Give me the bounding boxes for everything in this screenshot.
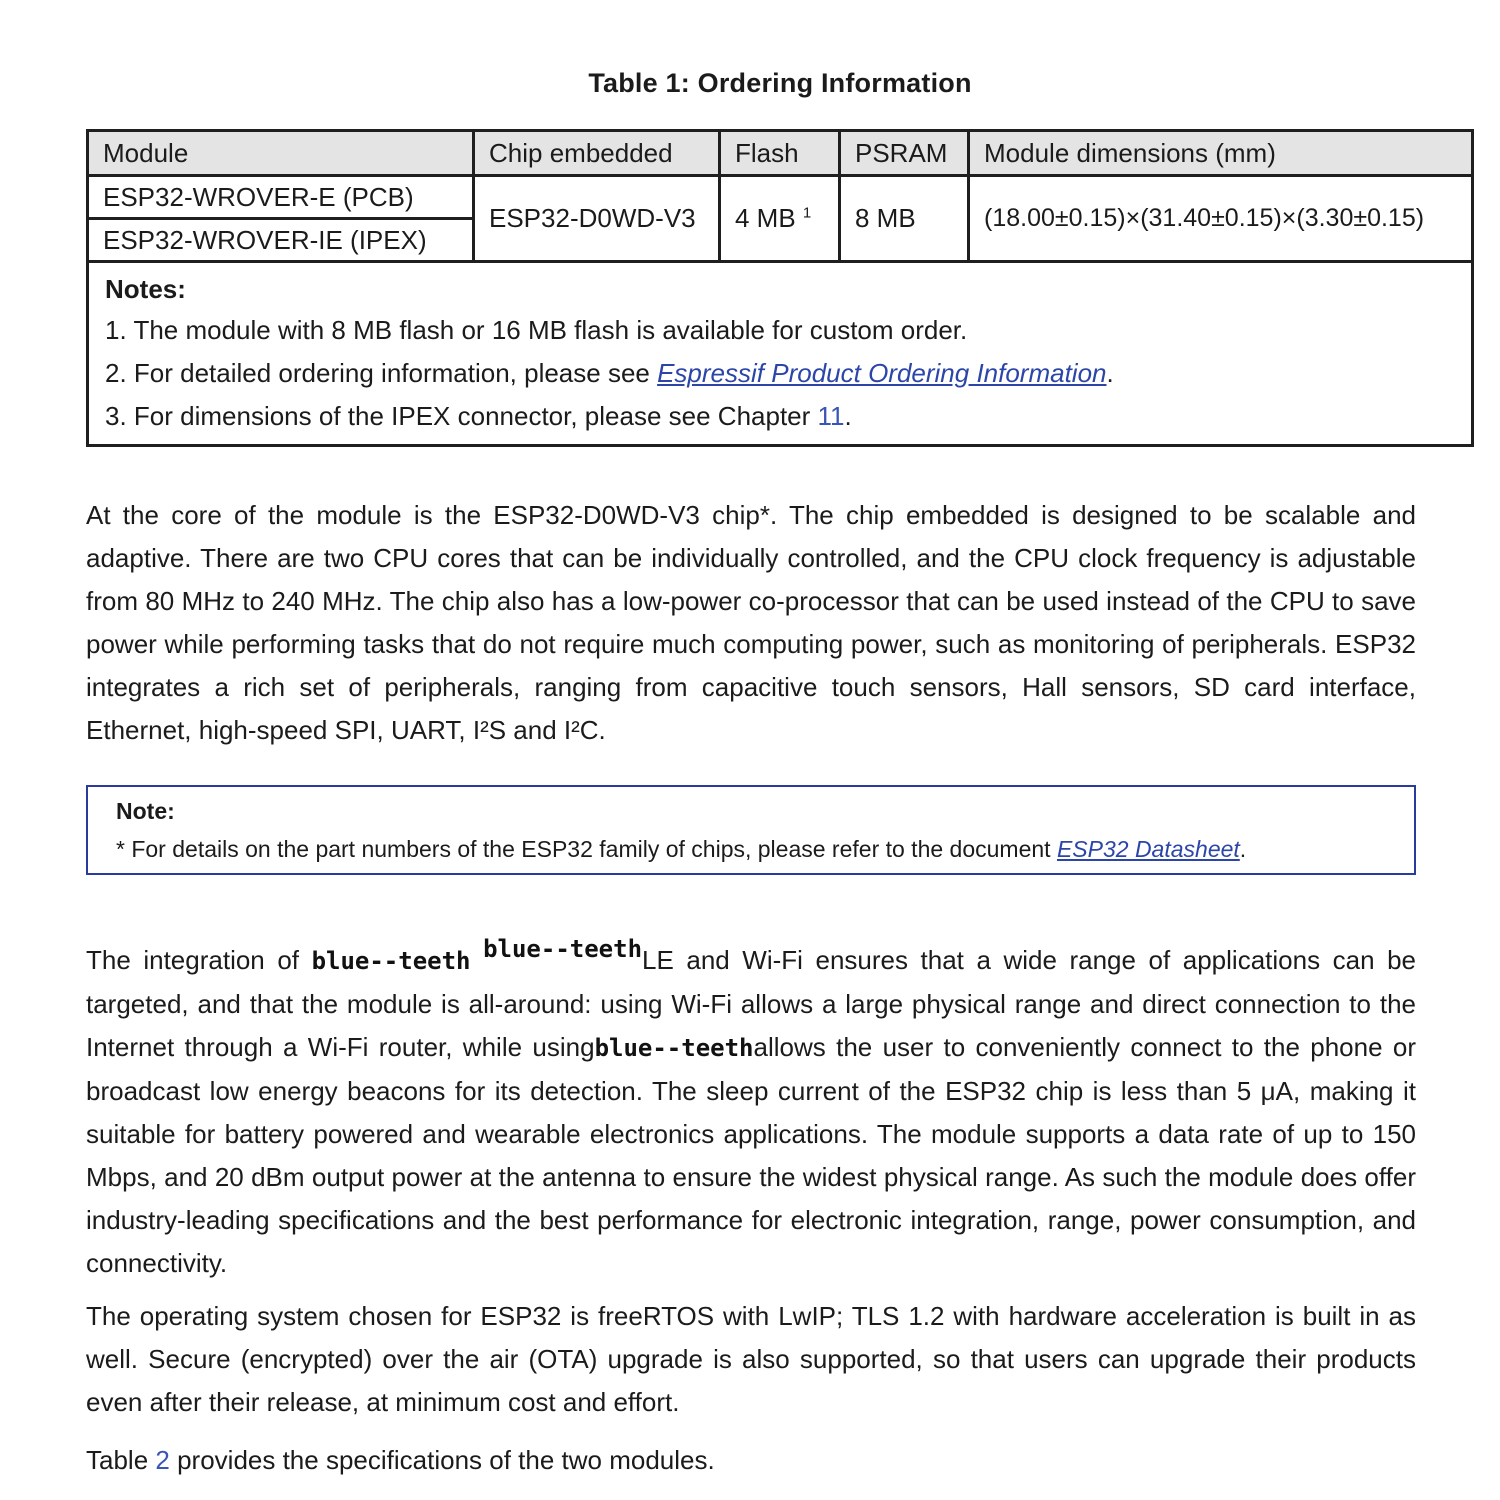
note-text: . bbox=[844, 401, 852, 431]
psram-cell: 8 MB bbox=[840, 176, 969, 262]
flash-footnote-mark: 1 bbox=[802, 204, 812, 222]
dimensions-cell: (18.00±0.15)×(31.40±0.15)×(3.30±0.15) bbox=[969, 176, 1473, 262]
note-item bbox=[105, 352, 1455, 395]
paragraph-text: LE and Wi-Fi ensures that a wide range of applications can be targeted, and that the module is all-around: using Wi-Fi allows a large physical range and direct connection to the Internet through a Wi-Fi router, while using bbox=[86, 945, 1417, 1062]
flash-cell bbox=[720, 176, 840, 262]
table-header-row bbox=[88, 131, 1473, 176]
notes-title: Notes: bbox=[105, 274, 186, 304]
notes-list bbox=[105, 309, 1455, 438]
note-box bbox=[86, 785, 1416, 875]
chapter-link[interactable]: 11 bbox=[817, 401, 845, 431]
note-box-body: * For details on the part numbers of the ESP32 family of chips, please refer to the document bbox=[116, 836, 1057, 862]
esp32-datasheet-link[interactable]: ESP32 Datasheet bbox=[1056, 836, 1240, 862]
note-item bbox=[105, 395, 1455, 438]
core-paragraph: At the core of the module is the ESP32-D0WD-V3 chip*. The chip embedded is designed to be scalable and adaptive. There are two CPU cores that can be individually controlled, and the CPU clock frequency is adjustable from 80 MHz to 240 MHz. The chip also has a low-power co-processor that can be used instead of the CPU to save power while performing tasks that do not require much computing power, such as monitoring of peripherals. ESP32 integrates a rich set of peripherals, ranging from capacitive touch sensors, Hall sensors, SD card interface, Ethernet, high-speed SPI, UART, I²S and I²C. bbox=[86, 500, 1416, 745]
ordering-information-table bbox=[86, 129, 1474, 447]
bluetooth-placeholder: blue--teeth bbox=[483, 935, 643, 963]
note-text: 2. For detailed ordering information, please see bbox=[105, 358, 658, 388]
note-text: . bbox=[1106, 358, 1114, 388]
table-row bbox=[88, 176, 1473, 219]
table-caption: Table 1: Ordering Information bbox=[588, 68, 972, 98]
flash-value: 4 MB bbox=[735, 203, 796, 233]
header-module: Module bbox=[88, 131, 474, 176]
note-item: 1. The module with 8 MB flash or 16 MB flash is available for custom order. bbox=[105, 315, 968, 345]
header-psram: PSRAM bbox=[840, 131, 969, 176]
table-reference-paragraph bbox=[86, 1439, 1416, 1482]
header-flash: Flash bbox=[720, 131, 840, 176]
product-ordering-information-link[interactable]: Espressif Product Ordering Information bbox=[657, 358, 1107, 388]
table-2-link[interactable]: 2 bbox=[155, 1445, 170, 1475]
module-name-cell: ESP32-WROVER-IE (IPEX) bbox=[88, 219, 474, 262]
note-box-text bbox=[116, 827, 1386, 871]
paragraph-text: provides the specifications of the two modules. bbox=[169, 1445, 715, 1475]
note-text: 3. For dimensions of the IPEX connector, please see Chapter bbox=[105, 401, 818, 431]
header-module-dimensions: Module dimensions (mm) bbox=[969, 131, 1473, 176]
integration-paragraph bbox=[86, 935, 1417, 1285]
paragraph-text: Table bbox=[86, 1445, 156, 1475]
header-chip-embedded: Chip embedded bbox=[474, 131, 720, 176]
notes-cell bbox=[88, 262, 1473, 446]
paragraph-text: The integration of bbox=[86, 945, 312, 975]
os-paragraph: The operating system chosen for ESP32 is freeRTOS with LwIP; TLS 1.2 with hardware acceleration is built in as well. Secure (encrypted) over the air (OTA) upgrade is also supported, so that users can upgrade their products even after their release, at minimum cost and effort. bbox=[86, 1301, 1416, 1417]
notes-row bbox=[88, 262, 1473, 446]
paragraph-text: allows the user to conveniently connect to the phone or broadcast low energy beacons for its detection. The sleep current of the ESP32 chip is less than 5 μA, making it suitable for battery powered and wearable electronics applications. The module supports a data rate of up to 150 Mbps, and 20 dBm output power at the antenna to ensure the widest physical range. As such the module does offer industry-leading specifications and the best performance for electronic integration, range, power consumption, and connectivity. bbox=[86, 1032, 1417, 1278]
bluetooth-placeholder: blue--teeth bbox=[594, 1034, 754, 1062]
bluetooth-placeholder: blue--teeth bbox=[311, 947, 471, 975]
note-box-suffix: . bbox=[1239, 836, 1247, 862]
module-name-cell: ESP32-WROVER-E (PCB) bbox=[88, 176, 474, 219]
note-box-title: Note: bbox=[116, 798, 175, 824]
chip-cell: ESP32-D0WD-V3 bbox=[474, 176, 720, 262]
